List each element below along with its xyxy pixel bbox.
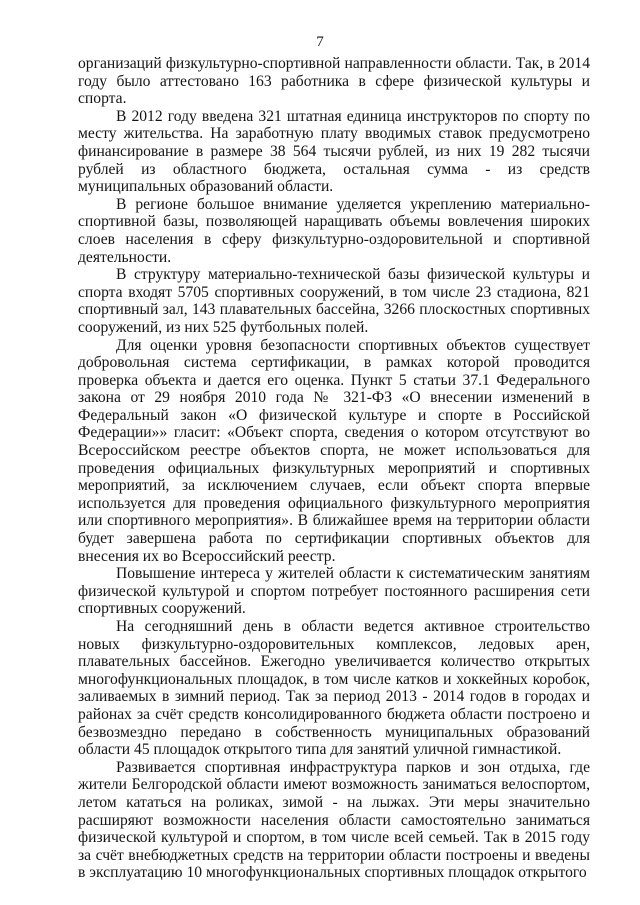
page-number: 7 — [316, 34, 324, 50]
paragraph: Повышение интереса у жителей области к систематическим занятиям физической культурой и спортом потребует постоянного расширения сети спортивных сооружений. — [78, 565, 590, 618]
paragraph: Развивается спортивная инфраструктура парков и зон отдыха, где жители Белгородской области имеют возможность заниматься велоспортом, летом кататься на роликах, зимой - на лыжах. Эти меры значительно расширяют возможности населения области самостоятельно заниматься физической культурой и спортом, в том числе всей семьей. Так в 2015 году за счёт внебюджетных средств на территории области построены и введены в эксплуатацию 10 многофункциональных спортивных площадок открытого — [78, 758, 590, 882]
paragraph: В регионе большое внимание уделяется укреплению материально-спортивной базы, позволяющей наращивать объемы вовлечения широких слоев населения в сферу физкультурно-оздоровительной и спортивной деятельности. — [78, 195, 590, 266]
paragraph: В структуру материально-технической базы физической культуры и спорта входят 5705 спортивных сооружений, в том числе 23 стадиона, 821 спортивный зал, 143 плавательных бассейна, 3266 плоскостных спортивных сооружений, из них 525 футбольных полей. — [78, 266, 590, 336]
paragraph: Для оценки уровня безопасности спортивных объектов существует добровольная система сертификации, в рамках которой проводится проверка объекта и дается его оценка. Пункт 5 статьи 37.1 Федерального закона от 29 ноября 2010 года № 321-ФЗ «О внесении изменений в Федеральный закон «О физической культуре и спорте в Российской Федерации»» гласит: «Объект спорта, сведения о котором отсутствуют во Всероссийском реестре объектов спорта, не может использоваться для проведения официальных физкультурных мероприятий и спортивных мероприятий, за исключением случаев, если объект спорта впервые используется для проведения официального физкультурного мероприятия или спортивного мероприятия». В ближайшее время на территории области будет завершена работа по сертификации спортивных объектов для внесения их во Всероссийский реестр. — [78, 336, 590, 565]
paragraph: В 2012 году введена 321 штатная единица инструкторов по спорту по месту жительства. На заработную плату вводимых ставок предусмотрено финансирование в размере 38 564 тысячи рублей, из них 19 282 тысячи рублей из областного бюджета, остальная сумма - из средств муниципальных образований области. — [78, 107, 590, 196]
paragraph: На сегодняшний день в области ведется активное строительство новых физкультурно-оздоровительных комплексов, ледовых арен, плавательных бассейнов. Ежегодно увеличивается количество открытых многофункциональных площадок, в том числе катков и хоккейных коробок, заливаемых в зимний период. Так за период 2013 - 2014 годов в городах и районах за счёт средств консолидированного бюджета области построено и безвозмездно передано в собственность муниципальных образований области 45 площадок открытого типа для занятий уличной гимнастикой. — [78, 618, 590, 759]
paragraph: организаций физкультурно-спортивной направленности области. Так, в 2014 году было аттестовано 163 работника в сфере физической культуры и спорта. — [78, 55, 590, 108]
document-body — [78, 55, 590, 882]
